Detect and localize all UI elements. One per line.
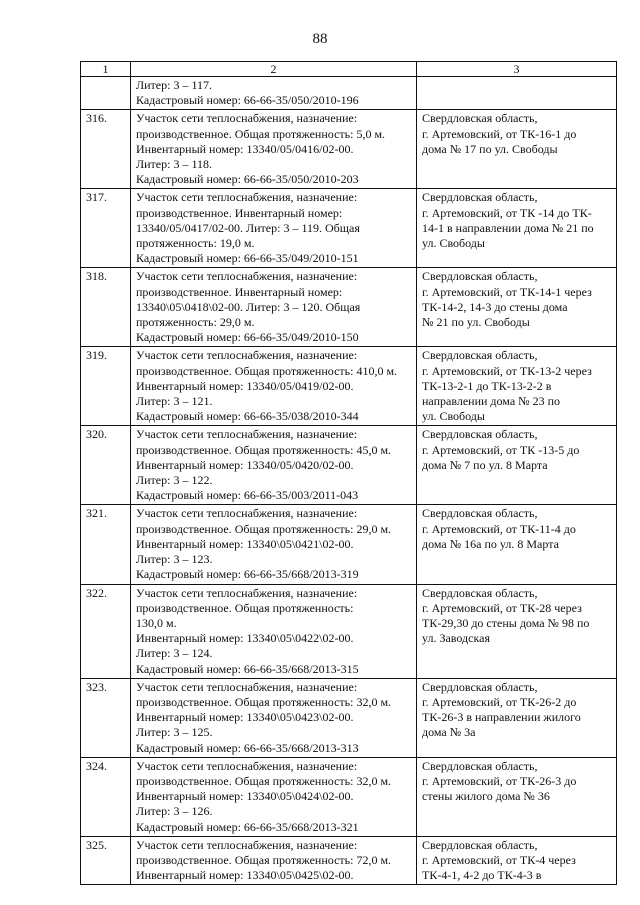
object-location <box>417 678 617 757</box>
table-row <box>81 584 617 678</box>
description-line: Инвентарный номер: 13340\05\0421\02-00. <box>136 536 354 551</box>
object-description <box>131 584 417 678</box>
location-line: дома № 16а по ул. 8 Марта <box>422 536 559 551</box>
table-row <box>81 110 617 189</box>
object-location <box>417 836 617 885</box>
location-line: г. Артемовский, от ТК-14-1 через <box>422 284 592 299</box>
location-line: г. Артемовский, от ТК-16-1 до <box>422 126 577 141</box>
object-location <box>417 347 617 426</box>
location-line: ТК-26-3 в направлении жилого <box>422 710 581 725</box>
description-line: Участок сети теплоснабжения, назначение: <box>136 585 358 600</box>
location-line: Свердловская область, <box>422 758 538 773</box>
object-location <box>417 189 617 268</box>
location-line: Свердловская область, <box>422 111 538 126</box>
description-line: Кадастровый номер: 66-66-35/038/2010-344 <box>136 409 359 424</box>
location-line: стены жилого дома № 36 <box>422 789 550 804</box>
location-line: г. Артемовский, от ТК-4 через <box>422 852 576 867</box>
location-line: Свердловская область, <box>422 427 538 442</box>
location-line: дома № 17 по ул. Свободы <box>422 141 558 156</box>
row-number: 324. <box>81 757 131 836</box>
object-description <box>131 189 417 268</box>
row-number: 321. <box>81 505 131 584</box>
description-line: Литер: 3 – 122. <box>136 473 213 488</box>
row-number <box>81 77 131 110</box>
description-line: 13340\05\0418\02-00. Литер: 3 – 120. Общая <box>136 299 361 314</box>
description-line: производственное. Общая протяженность: 72,0 м. <box>136 852 392 867</box>
object-description <box>131 836 417 885</box>
table-row <box>81 77 617 110</box>
description-line: Кадастровый номер: 66-66-35/049/2010-151 <box>136 251 359 266</box>
object-location <box>417 110 617 189</box>
description-line: Участок сети теплоснабжения, назначение: <box>136 427 358 442</box>
object-description <box>131 678 417 757</box>
location-line: ТК-4-1, 4-2 до ТК-4-3 в <box>422 868 542 883</box>
description-line: Литер: 3 – 126. <box>136 804 213 819</box>
object-description <box>131 347 417 426</box>
row-number: 316. <box>81 110 131 189</box>
description-line: Литер: 3 – 118. <box>136 157 213 172</box>
table-row <box>81 836 617 885</box>
object-location <box>417 584 617 678</box>
row-number: 319. <box>81 347 131 426</box>
description-line: производственное. Общая протяженность: 5,0 м. <box>136 126 386 141</box>
description-line: Кадастровый номер: 66-66-35/668/2013-319 <box>136 567 359 582</box>
object-location <box>417 268 617 347</box>
description-line: протяженность: 19,0 м. <box>136 236 255 251</box>
location-line: г. Артемовский, от ТК-13-2 через <box>422 363 592 378</box>
location-line: Свердловская область, <box>422 506 538 521</box>
description-line: Кадастровый номер: 66-66-35/668/2013-321 <box>136 819 359 834</box>
table-row <box>81 505 617 584</box>
location-line: дома № 7 по ул. 8 Марта <box>422 457 548 472</box>
row-number: 317. <box>81 189 131 268</box>
description-line: Участок сети теплоснабжения, назначение: <box>136 269 358 284</box>
description-line: Участок сети теплоснабжения, назначение: <box>136 679 358 694</box>
description-line: Кадастровый номер: 66-66-35/050/2010-196 <box>136 93 359 108</box>
location-line: 14-1 в направлении дома № 21 по <box>422 220 594 235</box>
location-line: Свердловская область, <box>422 679 538 694</box>
table-header-row <box>81 62 617 77</box>
location-line: ТК-29,30 до стены дома № 98 по <box>422 615 590 630</box>
object-description <box>131 110 417 189</box>
table-row <box>81 347 617 426</box>
description-line: Кадастровый номер: 66-66-35/049/2010-150 <box>136 330 359 345</box>
description-line: Участок сети теплоснабжения, назначение: <box>136 758 358 773</box>
location-line: г. Артемовский, от ТК-11-4 до <box>422 521 576 536</box>
object-location <box>417 757 617 836</box>
location-line: г. Артемовский, от ТК -14 до ТК- <box>422 205 592 220</box>
location-line: ул. Заводская <box>422 631 490 646</box>
location-line: ул. Свободы <box>422 236 485 251</box>
description-line: протяженность: 29,0 м. <box>136 315 255 330</box>
location-line: Свердловская область, <box>422 190 538 205</box>
description-line: Инвентарный номер: 13340\05\0423\02-00. <box>136 710 354 725</box>
table-row <box>81 426 617 505</box>
location-line: Свердловская область, <box>422 837 538 852</box>
row-number: 325. <box>81 836 131 885</box>
description-line: Участок сети теплоснабжения, назначение: <box>136 111 358 126</box>
location-line: г. Артемовский, от ТК-28 через <box>422 600 582 615</box>
object-description <box>131 505 417 584</box>
location-line: Свердловская область, <box>422 269 538 284</box>
property-registry-table <box>80 61 617 885</box>
description-line: Участок сети теплоснабжения, назначение: <box>136 837 358 852</box>
row-number: 323. <box>81 678 131 757</box>
description-line: Литер: 3 – 125. <box>136 725 213 740</box>
description-line: Литер: 3 – 121. <box>136 394 213 409</box>
description-line: производственное. Общая протяженность: <box>136 600 354 615</box>
location-line: Свердловская область, <box>422 348 538 363</box>
description-line: производственное. Общая протяженность: 45,0 м. <box>136 442 392 457</box>
description-line: 13340/05/0417/02-00. Литер: 3 – 119. Общая <box>136 220 360 235</box>
table-row <box>81 678 617 757</box>
column-header-description: 2 <box>131 62 417 77</box>
table-row <box>81 268 617 347</box>
location-line: направлении дома № 23 по <box>422 394 561 409</box>
description-line: Кадастровый номер: 66-66-35/003/2011-043 <box>136 488 359 503</box>
column-header-location: 3 <box>417 62 617 77</box>
description-line: Инвентарный номер: 13340/05/0419/02-00. <box>136 378 354 393</box>
description-line: Инвентарный номер: 13340\05\0424\02-00. <box>136 789 354 804</box>
row-number: 322. <box>81 584 131 678</box>
location-line: дома № 3а <box>422 725 476 740</box>
object-description <box>131 77 417 110</box>
row-number: 320. <box>81 426 131 505</box>
description-line: Кадастровый номер: 66-66-35/050/2010-203 <box>136 172 359 187</box>
description-line: производственное. Общая протяженность: 32,0 м. <box>136 694 392 709</box>
description-line: производственное. Общая протяженность: 410,0 м. <box>136 363 398 378</box>
description-line: Участок сети теплоснабжения, назначение: <box>136 190 358 205</box>
location-line: г. Артемовский, от ТК-26-2 до <box>422 694 577 709</box>
object-location <box>417 77 617 110</box>
description-line: Литер: 3 – 124. <box>136 646 213 661</box>
object-location <box>417 505 617 584</box>
description-line: Участок сети теплоснабжения, назначение: <box>136 506 358 521</box>
location-line: ТК-13-2-1 до ТК-13-2-2 в <box>422 378 552 393</box>
description-line: Кадастровый номер: 66-66-35/668/2013-313 <box>136 740 359 755</box>
description-line: производственное. Инвентарный номер: <box>136 205 343 220</box>
object-description <box>131 757 417 836</box>
object-description <box>131 268 417 347</box>
row-number: 318. <box>81 268 131 347</box>
location-line: Свердловская область, <box>422 585 538 600</box>
location-line: ТК-14-2, 14-3 до стены дома <box>422 299 568 314</box>
object-description <box>131 426 417 505</box>
description-line: Инвентарный номер: 13340\05\0425\02-00. <box>136 868 354 883</box>
location-line: г. Артемовский, от ТК -13-5 до <box>422 442 580 457</box>
description-line: Литер: 3 – 117. <box>136 78 213 92</box>
column-header-number: 1 <box>81 62 131 77</box>
description-line: производственное. Общая протяженность: 32,0 м. <box>136 773 392 788</box>
description-line: Участок сети теплоснабжения, назначение: <box>136 348 358 363</box>
location-line: ул. Свободы <box>422 409 485 424</box>
description-line: 130,0 м. <box>136 615 177 630</box>
description-line: Инвентарный номер: 13340/05/0420/02-00. <box>136 457 354 472</box>
location-line: № 21 по ул. Свободы <box>422 315 530 330</box>
description-line: Кадастровый номер: 66-66-35/668/2013-315 <box>136 661 359 676</box>
description-line: производственное. Общая протяженность: 29,0 м. <box>136 521 392 536</box>
table-row <box>81 189 617 268</box>
description-line: Литер: 3 – 123. <box>136 552 213 567</box>
page-number: 88 <box>312 31 328 47</box>
object-location <box>417 426 617 505</box>
table-row <box>81 757 617 836</box>
description-line: Инвентарный номер: 13340/05/0416/02-00. <box>136 141 354 156</box>
description-line: производственное. Инвентарный номер: <box>136 284 343 299</box>
description-line: Инвентарный номер: 13340\05\0422\02-00. <box>136 631 354 646</box>
location-line: г. Артемовский, от ТК-26-3 до <box>422 773 577 788</box>
